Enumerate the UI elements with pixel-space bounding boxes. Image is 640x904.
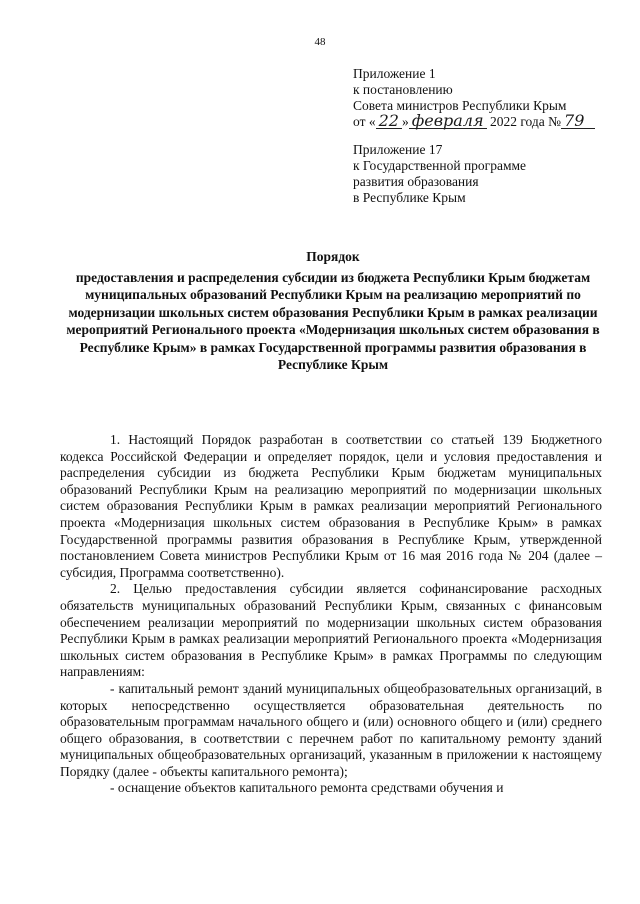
title-subtitle: предоставления и распределения субсидии из бюджета Республики Крым бюджетам муниципальных образований Республики Крым на реализацию мероприятий по модернизации школьных систем образования Республики Крым в рамках реализации мероприятий Регионального проекта «Модернизация школьных систем образования в Республике Крым» в рамках Государственной программы развития образования в Республике Крым <box>66 269 600 372</box>
date-year: 2022 года № <box>489 114 562 129</box>
annex1-line1: Приложение 1 <box>353 66 436 81</box>
handwritten-month: февраля <box>409 114 487 129</box>
annex1-line2: к постановлению <box>353 82 453 97</box>
paragraph-3: - капитальный ремонт зданий муниципальных общеобразовательных организаций, в которых непосредственно осуществляется образовательная деятельность по образовательным программам начального общего и (или) основного общего и (или) среднего общего образования, в соответствии с перечнем работ по капитальному ремонту зданий муниципальных общеобразовательных организаций, указанным в приложении к настоящему Порядку (далее - объекты капитального ремонта); <box>60 680 602 779</box>
date-mid: » <box>401 114 409 129</box>
page-number: 48 <box>314 36 326 48</box>
paragraph-1: 1. Настоящий Порядок разработан в соответствии со статьей 139 Бюджетного кодекса Российской Федерации и определяет порядок, цели и условия предоставления и распределения субсидии из бюджета Республики Крым бюджетам муниципальных образований Республики Крым на реализацию мероприятий по модернизации школьных систем образования Республики Крым в рамках реализации мероприятий Регионального проекта «Модернизация школьных систем образования в Республике Крым» в рамках Государственной программы развития образования в Республике Крым, утвержденной постановлением Совета министров Республики Крым от 16 мая 2016 года № 204 (далее – субсидия, Программа соответственно). <box>60 432 602 580</box>
annex17-line3: развития образования <box>353 174 479 189</box>
document-title <box>60 248 606 374</box>
paragraph-2: 2. Целью предоставления субсидии является софинансирование расходных обязательств муниципальных образований Республики Крым, связанных с финансовым обеспечением реализации мероприятий по модернизации школьных систем образования Республики Крым в рамках реализации мероприятий Регионального проекта «Модернизация школьных систем образования в Республике Крым» в рамках Программы по следующим направлениям: <box>60 581 602 680</box>
annex17-line4: в Республике Крым <box>353 190 466 205</box>
annex-header <box>353 66 623 206</box>
annex1-line3: Совета министров Республики Крым <box>353 98 567 113</box>
annex17-line2: к Государственной программе <box>353 158 527 173</box>
annex1-date-line <box>353 111 623 130</box>
title-main: Порядок <box>306 249 360 264</box>
handwritten-number: 79 <box>561 114 595 129</box>
date-prefix: от « <box>353 114 376 129</box>
handwritten-day: 22 <box>376 114 402 129</box>
paragraph-4: - оснащение объектов капитального ремонта средствами обучения и <box>110 780 504 796</box>
document-body <box>60 432 602 797</box>
annex17-line1: Приложение 17 <box>353 142 443 157</box>
